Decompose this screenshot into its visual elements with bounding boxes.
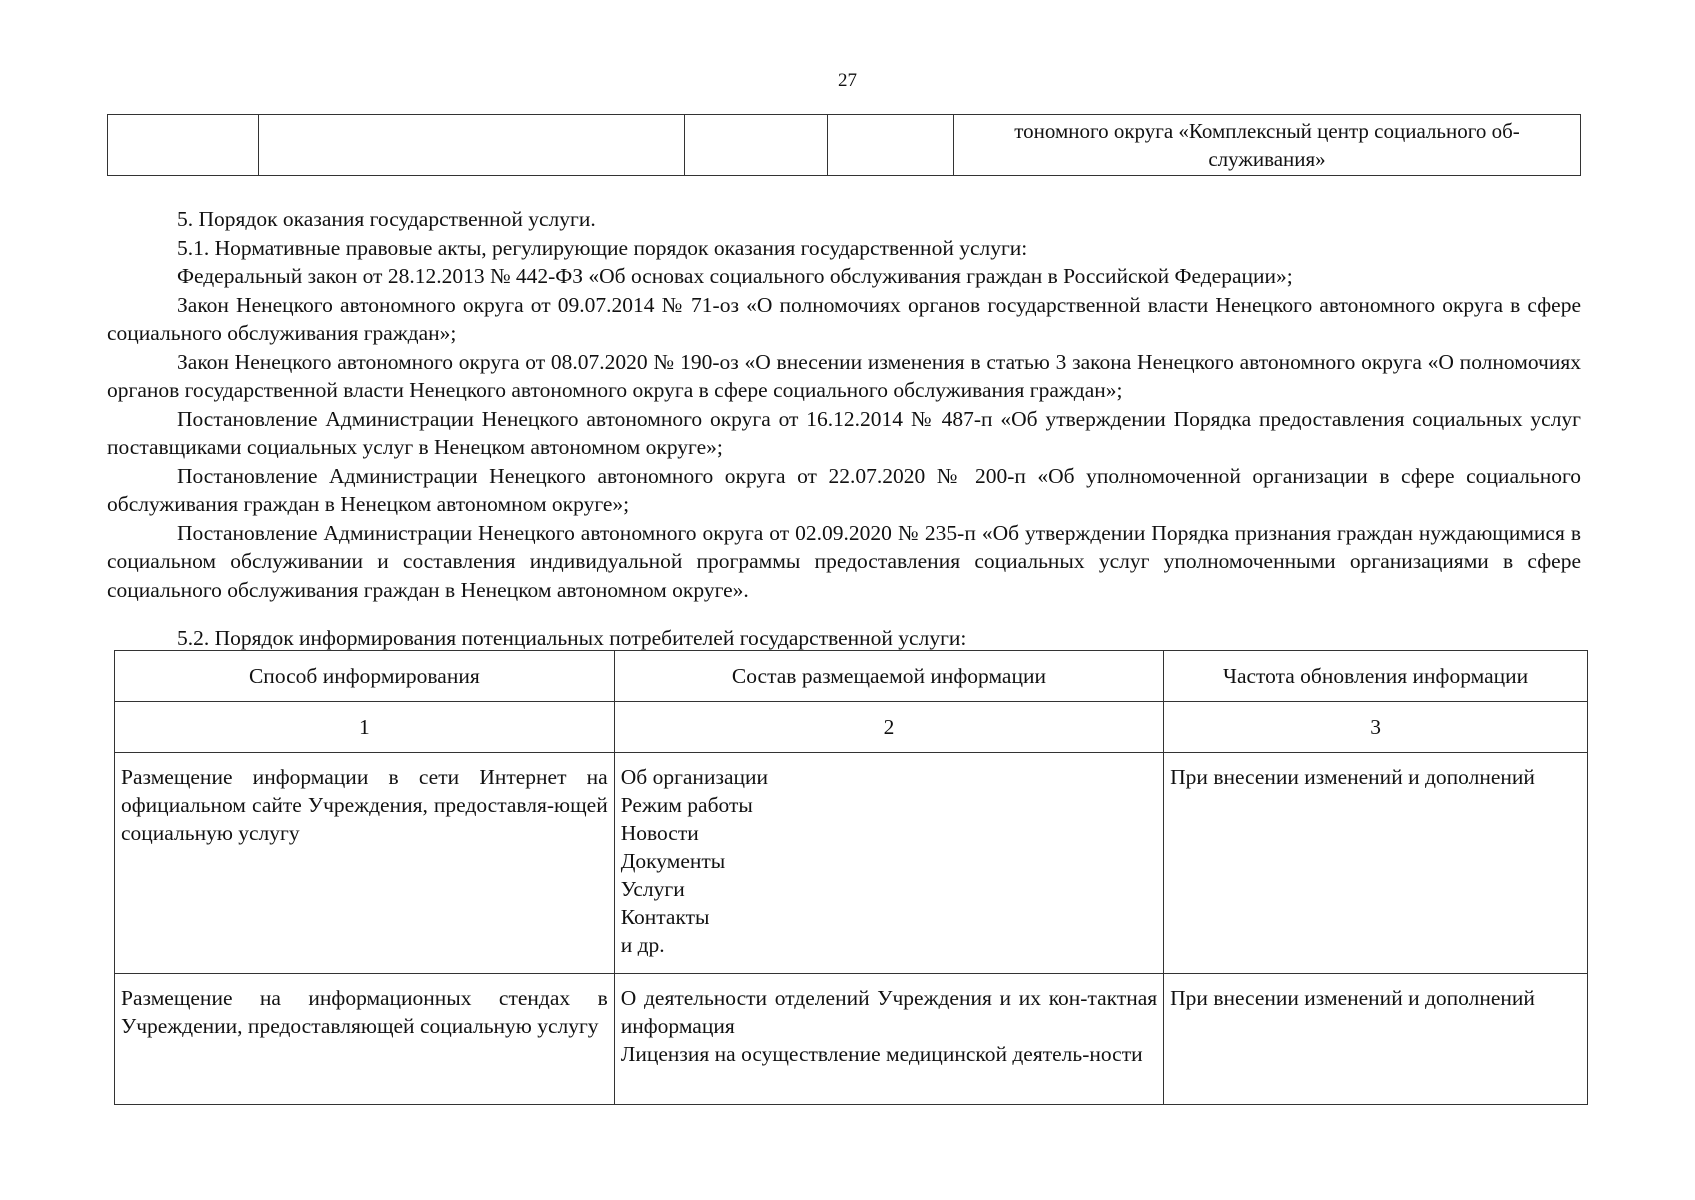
content-item: Документы [620, 849, 726, 873]
info-method: Размещение на информационных стендах в Учреждении, предоставляющей социальную услугу [115, 974, 615, 1105]
info-frequency: При внесении изменений и дополнений [1164, 753, 1588, 974]
table-row [115, 974, 1588, 1105]
info-method: Размещение информации в сети Интернет на официальном сайте Учреждения, предоставля-ющей социальную услугу [115, 753, 615, 974]
column-header: Частота обновления информации [1164, 651, 1588, 702]
section-heading: 5. Порядок оказания государственной услуги. [177, 207, 596, 231]
info-content [614, 974, 1163, 1105]
content-item: Об организации [620, 765, 769, 789]
legal-act: Постановление Администрации Ненецкого автономного округа от 16.12.2014 № 487-п «Об утверждении Порядка предоставления социальных услуг поставщиками социальных услуг в Ненецком автономном округе»; [107, 406, 1581, 459]
table-cell [259, 115, 685, 176]
table-header-row [115, 651, 1588, 702]
legal-act: Постановление Администрации Ненецкого автономного округа от 22.07.2020 № 200-п «Об уполномоченной организации в сфере социального обслуживания граждан в Ненецком автономном округе»; [107, 463, 1581, 516]
table-cell [685, 115, 828, 176]
column-number: 2 [614, 702, 1163, 753]
table-row [108, 115, 1581, 176]
subsection-heading: 5.1. Нормативные правовые акты, регулирующие порядок оказания государственной услуги: [177, 235, 1028, 260]
legal-act: Закон Ненецкого автономного округа от 09.07.2014 № 71-оз «О полномочиях органов государственной власти Ненецкого автономного округа в сфере социального обслуживания граждан»; [107, 292, 1581, 345]
table-cell [108, 115, 259, 176]
legal-act: Постановление Администрации Ненецкого автономного округа от 02.09.2020 № 235-п «Об утверждении Порядка признания граждан нуждающимися в социальном обслуживании и составления индивидуальной программы предоставления социальных услуг уполномоченными организациями в сфере социального обслуживания граждан в Ненецком автономном округе». [107, 520, 1581, 602]
continuation-table [107, 114, 1581, 176]
info-content [614, 753, 1163, 974]
table-cell-organization: тономного округа «Комплексный центр социального об-служивания» [954, 115, 1581, 176]
table-cell [828, 115, 954, 176]
content-item: Лицензия на осуществление медицинской деятель-ности [620, 1042, 1143, 1066]
legal-act: Закон Ненецкого автономного округа от 08.07.2020 № 190-оз «О внесении изменения в статью 3 закона Ненецкого автономного округа «О полномочиях органов государственной власти Ненецкого автономного округа в сфере социального обслуживания граждан»; [107, 349, 1581, 402]
section-5 [107, 205, 1581, 604]
column-header: Способ информирования [115, 651, 615, 702]
content-item: Новости [620, 821, 699, 845]
legal-act: Федеральный закон от 28.12.2013 № 442-ФЗ «Об основах социального обслуживания граждан в Российской Федерации»; [177, 264, 1293, 288]
content-item: О деятельности отделений Учреждения и их кон-тактная информация [620, 986, 1158, 1038]
content-item: Режим работы [620, 793, 753, 817]
column-header: Состав размещаемой информации [614, 651, 1163, 702]
column-number-row [115, 702, 1588, 753]
table-row [115, 753, 1588, 974]
content-item: Услуги [620, 877, 685, 901]
page-number: 27 [838, 70, 857, 91]
content-item: Контакты [620, 905, 710, 929]
column-number: 1 [115, 702, 615, 753]
info-frequency: При внесении изменений и дополнений [1164, 974, 1588, 1105]
column-number: 3 [1164, 702, 1588, 753]
content-item: и др. [620, 933, 665, 957]
info-section-title: 5.2. Порядок информирования потенциальных потребителей государственной услуги: [177, 626, 967, 650]
information-table [114, 650, 1588, 1105]
